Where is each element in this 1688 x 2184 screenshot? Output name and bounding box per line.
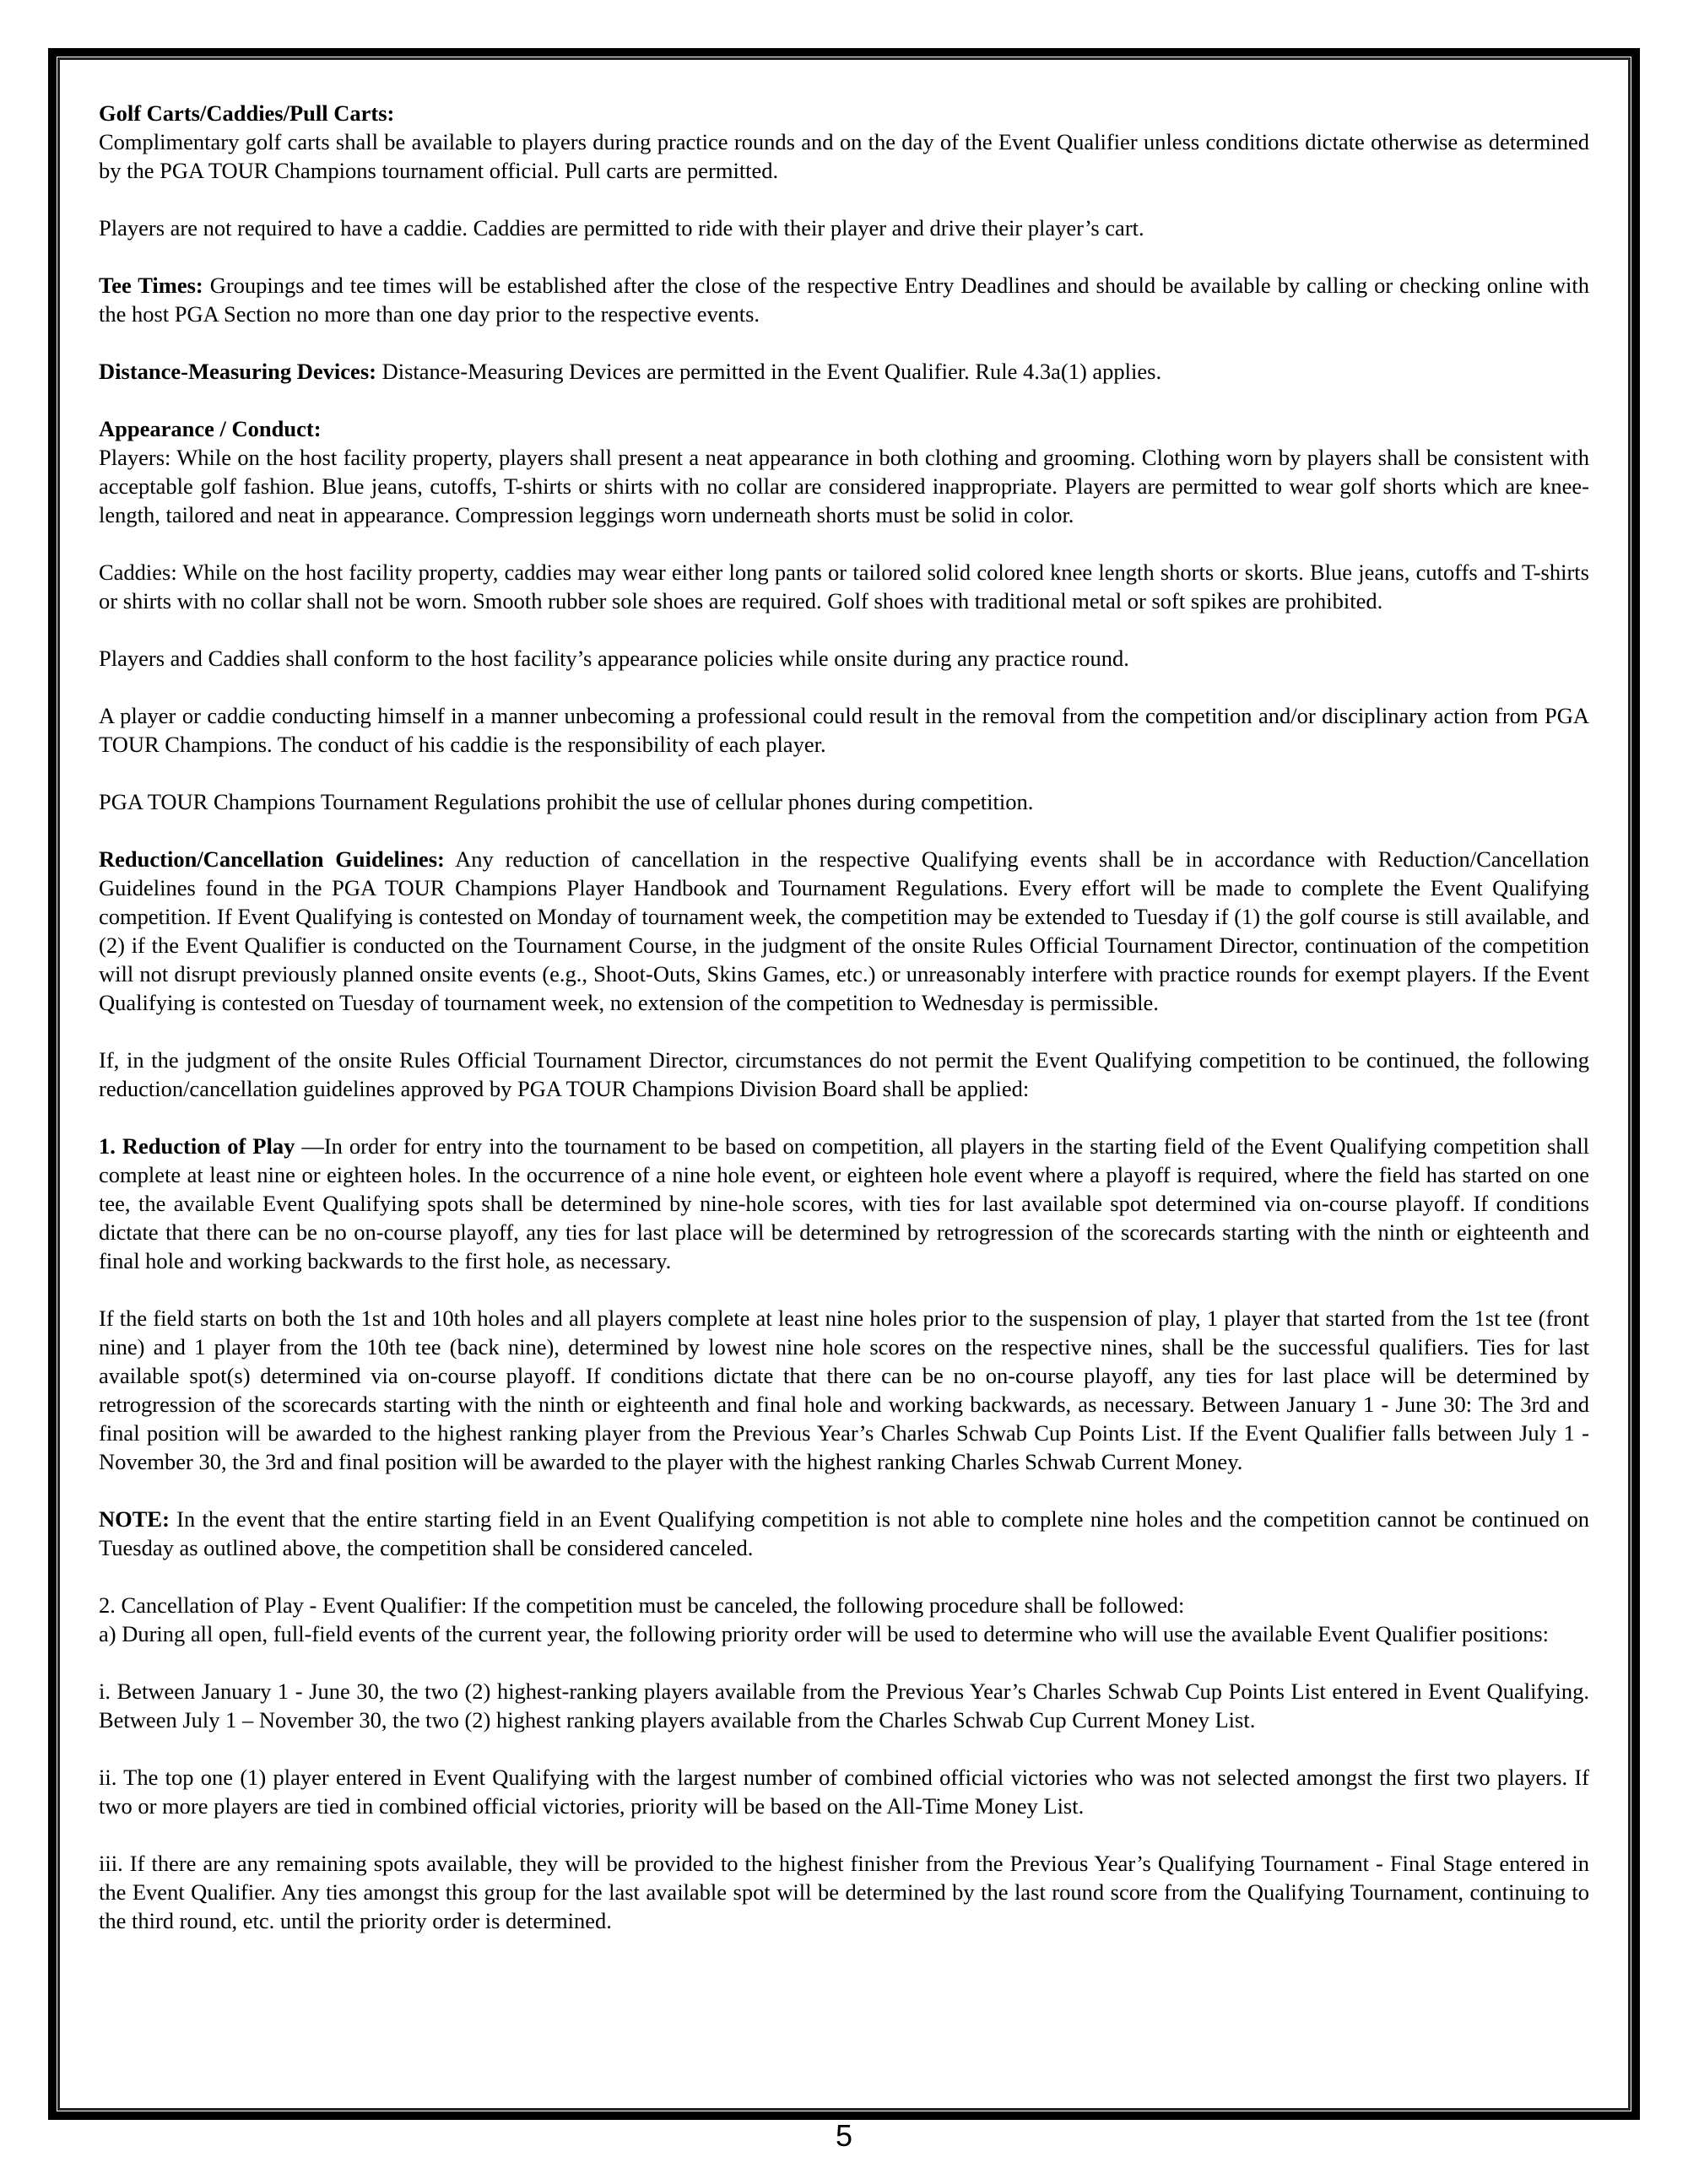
paragraph: Complimentary golf carts shall be available to players during practice rounds and on the day of the Event Qualifier unless conditions dictate otherwise as determined by the PGA TOUR Champions tournament official. Pull carts are permitted. (99, 129, 1589, 183)
section-reduction-of-play (99, 1132, 1589, 1476)
paragraph-conform: Players and Caddies shall conform to the host facility’s appearance policies while onsite during any practice round. (99, 646, 1129, 671)
section-appearance (99, 414, 1589, 816)
paragraph-text: —In order for entry into the tournament to be based on competition, all players in the starting field of the Event Qualifying competition shall complete at least nine or eighteen holes. In the occurrence of a nine hole event, or eighteen hole event where a playoff is required, where the field has started on one tee, the available Event Qualifying spots shall be determined by nine-hole scores, with ties for last available spot determined via on-course playoff. If conditions dictate that there can be no on-course playoff, any ties for last place will be determined by retrogression of the scorecards starting with the ninth or eighteenth and final hole and working backwards to the first hole, as necessary. (99, 1133, 1589, 1273)
paragraph-cancellation-intro: 2. Cancellation of Play - Event Qualifier: If the competition must be canceled, the following procedure shall be followed: (99, 1592, 1185, 1618)
section-heading: Distance-Measuring Devices: (99, 359, 376, 384)
section-cancellation (99, 1591, 1589, 1935)
section-tee-times (99, 271, 1589, 328)
paragraph-conduct: A player or caddie conducting himself in a manner unbecoming a professional could result in the removal from the competition and/or disciplinary action from PGA TOUR Champions. The conduct of his caddie is the responsibility of each player. (99, 703, 1589, 757)
section-heading: NOTE: (99, 1506, 170, 1532)
paragraph-text: Groupings and tee times will be established after the close of the respective Entry Deadlines and should be available by calling or checking online with the host PGA Section no more than one day prior to the respective events. (99, 273, 1589, 327)
paragraph-two-tees: If the field starts on both the 1st and 10th holes and all players complete at least nine holes prior to the suspension of play, 1 player that started from the 1st tee (front nine) and 1 player from the 10th tee (back nine), determined by lowest nine hole scores on the respective nines, shall be the successful qualifiers. Ties for last available spot(s) determined via on-course playoff. If conditions dictate that there can be no on-course playoff, any ties for last place will be determined by retrogression of the scorecards starting with the ninth or eighteenth and final hole and working backwards, as necessary. Between January 1 - June 30: The 3rd and final position will be awarded to the highest ranking player from the Previous Year’s Charles Schwab Cup Points List. If the Event Qualifier falls between July 1 - November 30, the 3rd and final position will be awarded to the player with the highest ranking Charles Schwab Current Money. (99, 1306, 1589, 1474)
paragraph-players: Players: While on the host facility property, players shall present a neat appearance in both clothing and grooming. Clothing worn by players shall be consistent with acceptable golf fashion. Blue jeans, cutoffs, T-shirts or shirts with no collar are considered inappropriate. Players are permitted to wear golf shorts which are knee-length, tailored and neat in appearance. Compression leggings worn underneath shorts must be solid in color. (99, 445, 1589, 527)
page-number: 5 (835, 2118, 853, 2153)
document-body (99, 99, 1589, 1935)
section-heading: Golf Carts/Caddies/Pull Carts: (99, 100, 395, 126)
list-item-ii: ii. The top one (1) player entered in Event Qualifying with the largest number of combined official victories who was not selected amongst the first two players. If two or more players are tied in combined official victories, priority will be based on the All-Time Money List. (99, 1765, 1589, 1819)
paragraph-text: Any reduction of cancellation in the respective Qualifying events shall be in accordance with Reduction/Cancellation Guidelines found in the PGA TOUR Champions Player Handbook and Tournament Regulations. Every effort will be made to complete the Event Qualifying competition. If Event Qualifying is contested on Monday of tournament week, the competition may be extended to Tuesday if (1) the golf course is still available, and (2) if the Event Qualifier is conducted on the Tournament Course, in the judgment of the onsite Rules Official Tournament Director, continuation of the competition will not disrupt previously planned onsite events (e.g., Shoot-Outs, Skins Games, etc.) or unreasonably interfere with practice rounds for exempt players. If the Event Qualifying is contested on Tuesday of tournament week, no extension of the competition to Wednesday is permissible. (99, 846, 1589, 1015)
paragraph-text: Distance-Measuring Devices are permitted in the Event Qualifier. Rule 4.3a(1) applies. (376, 359, 1162, 384)
paragraph-caddies: Caddies: While on the host facility property, caddies may wear either long pants or tailored solid colored knee length shorts or skorts. Blue jeans, cutoffs and T-shirts or shirts with no collar shall not be worn. Smooth rubber sole shoes are required. Golf shoes with traditional metal or soft spikes are prohibited. (99, 560, 1589, 614)
section-golf-carts (99, 99, 1589, 242)
section-heading: Tee Times: (99, 273, 203, 298)
list-item-iii: iii. If there are any remaining spots available, they will be provided to the highest finisher from the Previous Year’s Qualifying Tournament - Final Stage entered in the Event Qualifier. Any ties amongst this group for the last available spot will be determined by the last round score from the Qualifying Tournament, continuing to the third round, etc. until the priority order is determined. (99, 1851, 1589, 1933)
section-heading: Appearance / Conduct: (99, 416, 322, 441)
paragraph-text: In the event that the entire starting field in an Event Qualifying competition is not able to complete nine holes and the competition cannot be continued on Tuesday as outlined above, the competition shall be considered canceled. (99, 1506, 1589, 1560)
section-note (99, 1505, 1589, 1562)
list-item-i: i. Between January 1 - June 30, the two (2) highest-ranking players available from the Previous Year’s Charles Schwab Cup Points List entered in Event Qualifying. Between July 1 – November 30, the two (2) highest ranking players available from the Charles Schwab Cup Current Money List. (99, 1679, 1589, 1733)
section-heading: 1. Reduction of Play (99, 1133, 295, 1159)
paragraph-phones: PGA TOUR Champions Tournament Regulations prohibit the use of cellular phones during competition. (99, 789, 1034, 814)
section-distance-devices (99, 357, 1589, 386)
paragraph-judgment: If, in the judgment of the onsite Rules Official Tournament Director, circumstances do not permit the Event Qualifying competition to be continued, the following reduction/cancellation guidelines approved by PGA TOUR Champions Division Board shall be applied: (99, 1047, 1589, 1101)
paragraph: Players are not required to have a caddie. Caddies are permitted to ride with their player and drive their player’s cart. (99, 215, 1144, 241)
section-reduction-guidelines (99, 845, 1589, 1103)
list-item-a: a) During all open, full-field events of the current year, the following priority order will be used to determine who will use the available Event Qualifier positions: (99, 1621, 1549, 1646)
section-heading: Reduction/Cancellation Guidelines: (99, 846, 445, 872)
